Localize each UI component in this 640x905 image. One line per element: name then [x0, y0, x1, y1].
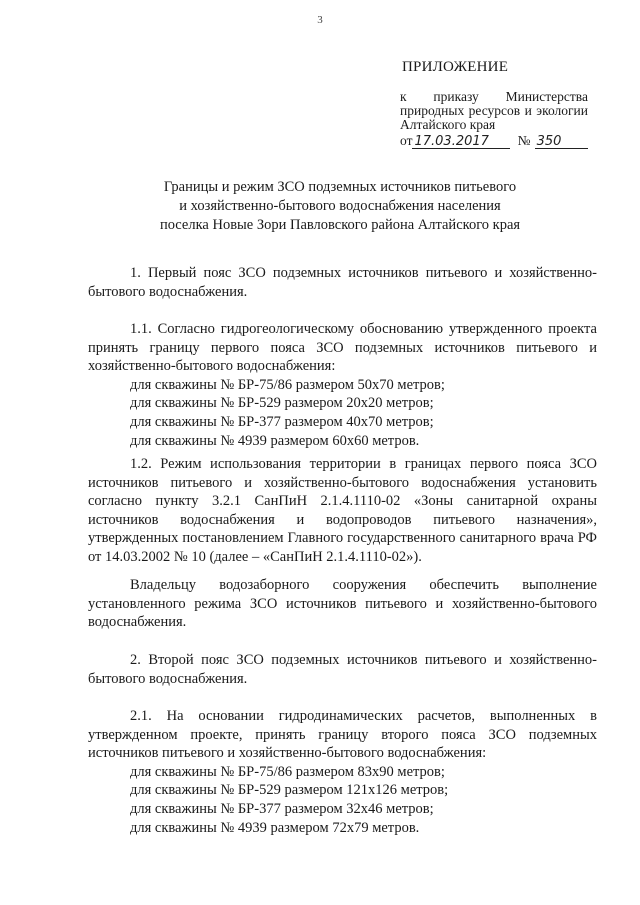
- well-zone-1-item: для скважины № БР-529 размером 20х20 метров;: [130, 395, 434, 412]
- paragraph-1-1: [88, 320, 597, 450]
- appendix-body: к приказу Министерства природных ресурсов и экологии Алтайского края: [400, 89, 588, 132]
- section-1-title-text: 1. Первый пояс ЗСО подземных источников питьевого и хозяйственно-бытового водоснабжения.: [88, 265, 597, 300]
- paragraph-1-2: [88, 455, 597, 567]
- well-zone-1-item: для скважины № 4939 размером 60х60 метров.: [130, 432, 420, 449]
- well-zone-1-item: для скважины № БР-75/86 размером 50х70 метров;: [130, 376, 445, 393]
- section-1-title: [88, 264, 597, 301]
- paragraph-2-1-text: 2.1. На основании гидродинамических расчетов, выполненных в утвержденном проекте, принять границу второго пояса ЗСО подземных источников питьевого и хозяйственно-бытового водоснабжения:: [88, 708, 597, 762]
- heading-line-3: поселка Новые Зори Павловского района Алтайского края: [159, 217, 521, 233]
- order-date: 17.03.2017: [412, 135, 509, 149]
- order-number: 350: [535, 135, 588, 149]
- appendix-block: [400, 60, 588, 149]
- heading-line-2: и хозяйственно-бытового водоснабжения населения: [179, 198, 501, 214]
- appendix-title: ПРИЛОЖЕНИЕ: [402, 59, 509, 75]
- date-prefix: от: [400, 133, 413, 148]
- well-zone-1-item: для скважины № БР-377 размером 40х70 метров;: [130, 413, 434, 430]
- well-zone-2-item: для скважины № БР-377 размером 32х46 метров;: [130, 800, 434, 817]
- paragraph-owner-text: Владельцу водозаборного сооружения обеспечить выполнение установленного режима ЗСО источников питьевого и хозяйственно-бытового водоснабжения.: [88, 577, 597, 631]
- paragraph-1-1-text: 1.1. Согласно гидрогеологическому обоснованию утвержденного проекта принять границу первого пояса ЗСО подземных источников питьевого и хозяйственно-бытового водоснабжения:: [88, 321, 597, 375]
- well-zone-2-item: для скважины № БР-529 размером 121х126 метров;: [130, 782, 449, 799]
- heading-line-1: Границы и режим ЗСО подземных источников питьевого: [163, 179, 517, 195]
- paragraph-2-1: [88, 707, 597, 837]
- well-zone-2-item: для скважины № 4939 размером 72х79 метров.: [130, 819, 420, 836]
- section-2-title-text: 2. Второй пояс ЗСО подземных источников питьевого и хозяйственно-бытового водоснабжения.: [88, 652, 597, 687]
- paragraph-owner: [88, 576, 597, 632]
- well-zone-2-item: для скважины № БР-75/86 размером 83х90 метров;: [130, 763, 445, 780]
- section-2-title: [88, 651, 597, 688]
- number-label: №: [517, 133, 531, 148]
- document-heading: [100, 178, 580, 235]
- page-number: 3: [317, 14, 323, 26]
- paragraph-1-2-text: 1.2. Режим использования территории в границах первого пояса ЗСО источников питьевого и хозяйственно-бытового водоснабжения установить согласно пункту 3.2.1 СанПиН 2.1.4.1110-02 «Зоны санитарной охраны источников водоснабжения и водопроводов питьевого назначения», утвержденных постановлением Главного государственного санитарного врача РФ от 14.03.2002 № 10 (далее – «СанПиН 2.1.4.1110-02»).: [88, 456, 597, 565]
- appendix-signature-line: [400, 134, 588, 149]
